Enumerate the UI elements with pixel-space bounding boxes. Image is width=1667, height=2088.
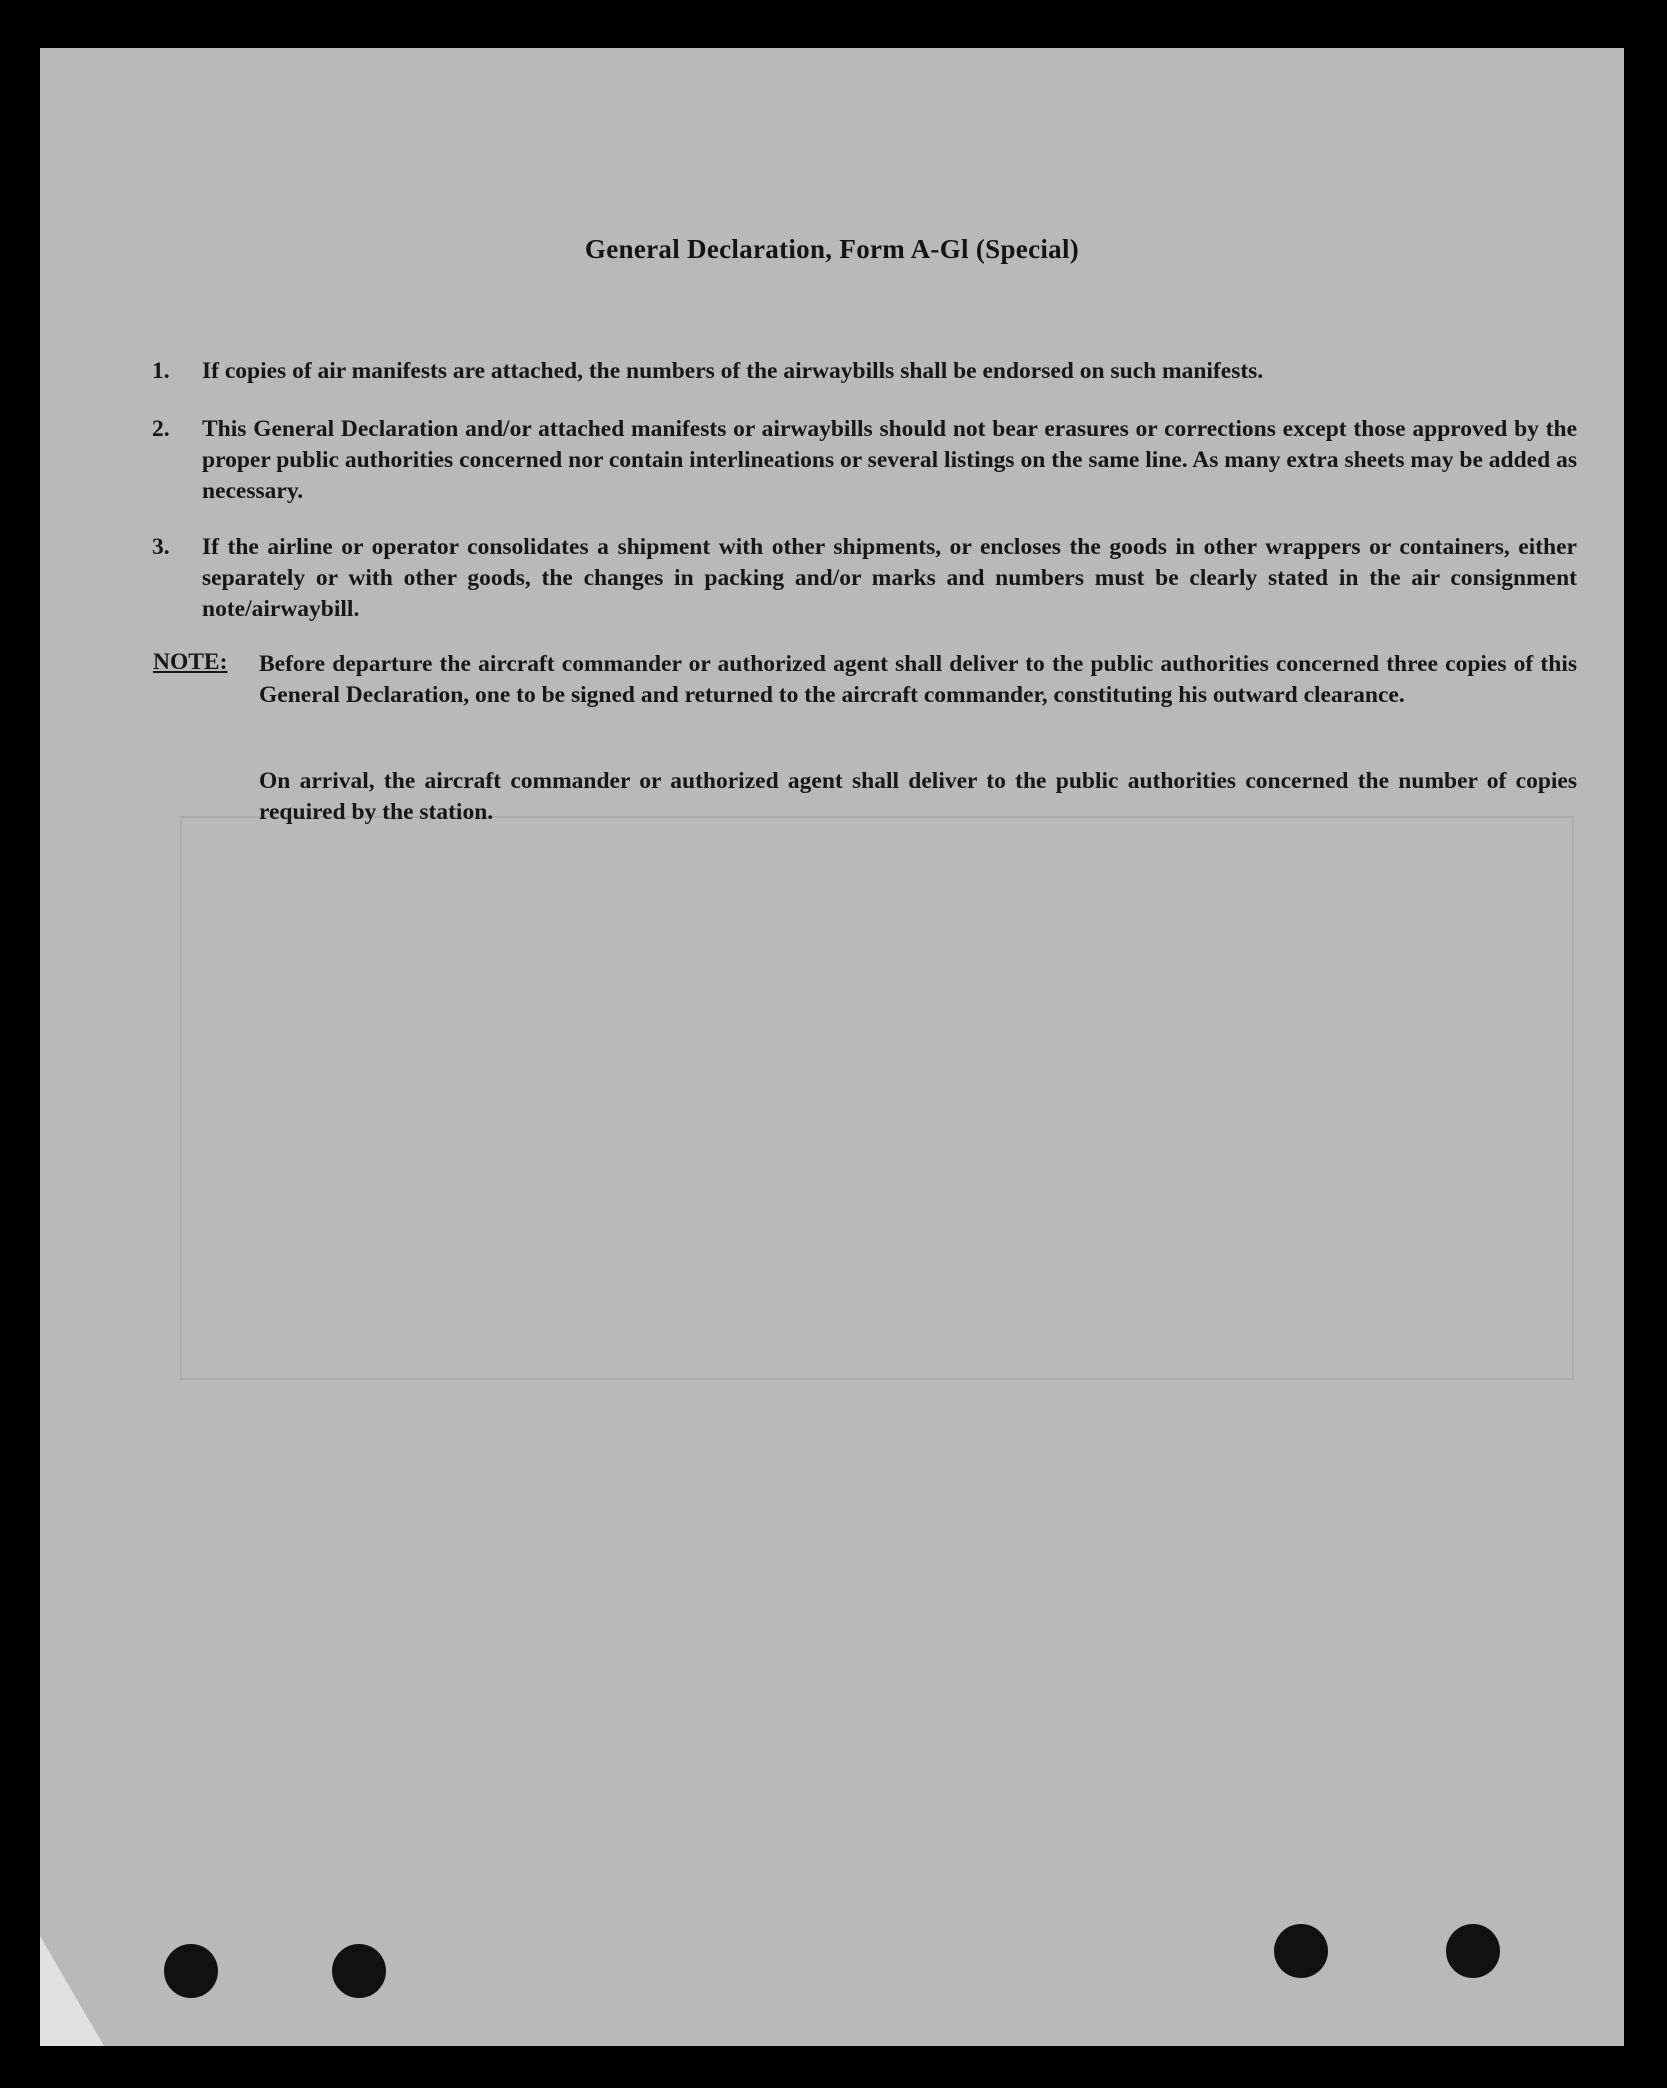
note-label: NOTE:	[153, 649, 228, 675]
note-paragraph-departure: Before departure the aircraft commander or authorized agent shall deliver to the public authorities concerned three copies of this General Declaration, one to be signed and returned to the aircraft commander, constituting his outward clearance.	[259, 651, 1577, 708]
item-number: 1.	[152, 358, 170, 384]
item-text: If copies of air manifests are attached, the numbers of the airwaybills shall be endorsed on such manifests.	[202, 358, 1264, 384]
punch-hole	[164, 1944, 218, 1998]
document-page	[40, 48, 1624, 2046]
item-number: 3.	[152, 534, 170, 560]
punch-hole	[1446, 1924, 1500, 1978]
note-paragraph-arrival: On arrival, the aircraft commander or authorized agent shall deliver to the public authorities concerned the number of copies required by the station.	[259, 768, 1577, 825]
punch-hole	[332, 1944, 386, 1998]
page-title: General Declaration, Form A-Gl (Special)	[584, 234, 1080, 264]
punch-hole	[1274, 1924, 1328, 1978]
item-text: If the airline or operator consolidates a shipment with other shipments, or encloses the goods in other wrappers or containers, either separately or with other goods, the changes in packing and/or marks and numbers must be clearly stated in the air consignment note/airwaybill.	[202, 534, 1577, 622]
item-number: 2.	[152, 416, 170, 442]
instructions-content	[40, 48, 1624, 2046]
item-text: This General Declaration and/or attached manifests or airwaybills should not bear erasures or corrections except those approved by the proper public authorities concerned nor contain interlineations or several listings on the same line. As many extra sheets may be added as necessary.	[202, 416, 1577, 504]
folded-corner	[40, 1936, 104, 2046]
